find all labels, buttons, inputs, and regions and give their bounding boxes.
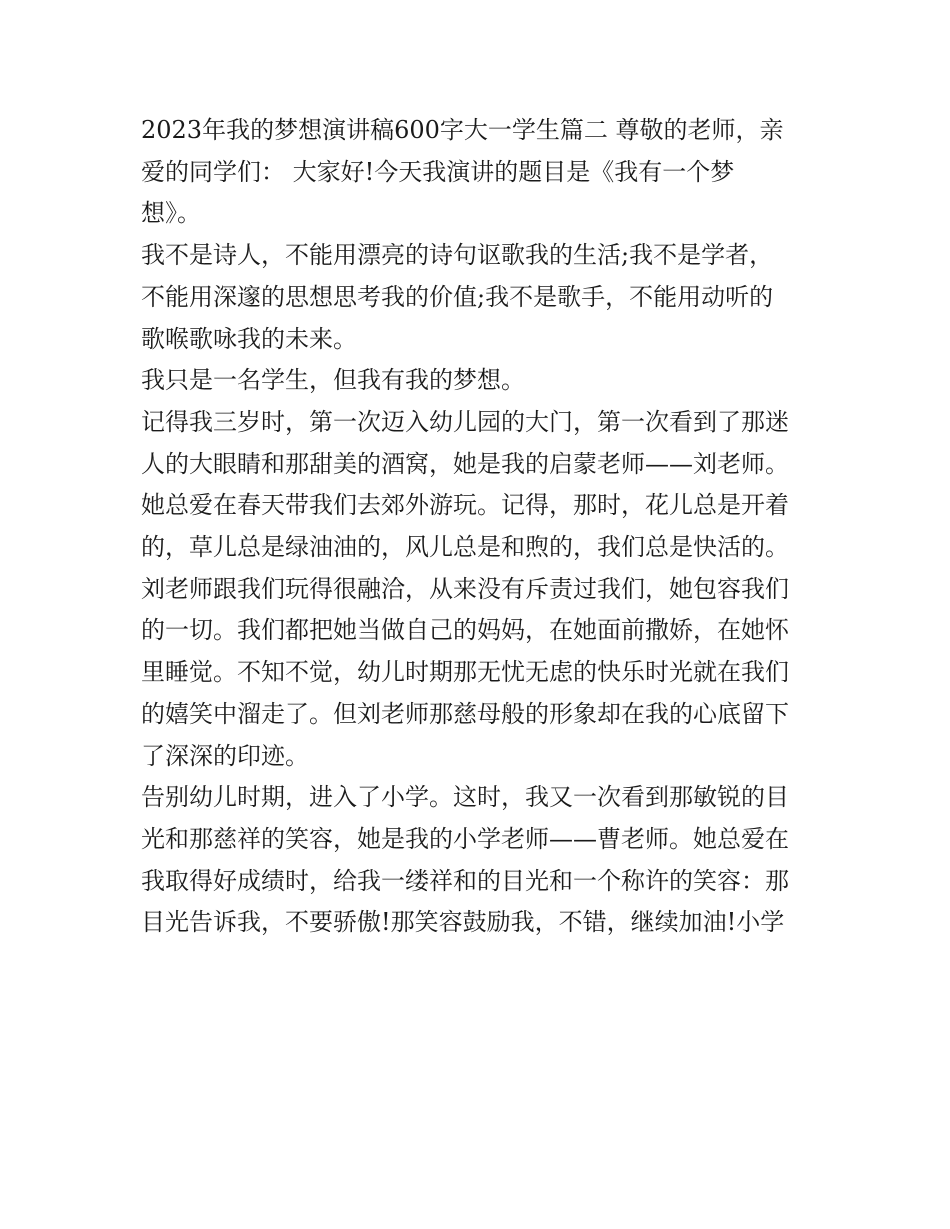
document-body — [141, 110, 813, 944]
text-line: 光和那慈祥的笑容，她是我的小学老师——曹老师。她总爱在 — [141, 824, 789, 853]
text-line: 的嬉笑中溜走了。但刘老师那慈母般的形象却在我的心底留下 — [141, 699, 789, 728]
text-line: 歌喉歌咏我的未来。 — [141, 324, 357, 353]
text-line: 记得我三岁时，第一次迈入幼儿园的大门，第一次看到了那迷 — [141, 407, 789, 436]
text-line: 想》。 — [141, 199, 201, 228]
text-line: 的，草儿总是绿油油的，风儿总是和煦的，我们总是快活的。 — [141, 533, 789, 562]
text-line: 的一切。我们都把她当做自己的妈妈，在她面前撒娇，在她怀 — [141, 616, 789, 645]
text-line: 人的大眼睛和那甜美的酒窝，她是我的启蒙老师——刘老师。 — [141, 449, 789, 478]
text-line: 里睡觉。不知不觉，幼儿时期那无忧无虑的快乐时光就在我们 — [141, 658, 789, 687]
text-line: 爱的同学们： 大家好!今天我演讲的题目是《我有一个梦 — [141, 157, 735, 186]
text-line: 不能用深邃的思想思考我的价值;我不是歌手，不能用动听的 — [141, 282, 774, 311]
text-line: 我不是诗人，不能用漂亮的诗句讴歌我的生活;我不是学者， — [141, 241, 774, 270]
text-line: 我只是一名学生，但我有我的梦想。 — [141, 366, 525, 395]
text-line: 目光告诉我，不要骄傲!那笑容鼓励我，不错，继续加油!小学 — [141, 908, 785, 937]
text-line: 刘老师跟我们玩得很融洽，从来没有斥责过我们，她包容我们 — [141, 574, 789, 603]
text-line: 了深深的印迹。 — [141, 741, 309, 770]
text-line: 我取得好成绩时，给我一缕祥和的目光和一个称许的笑容：那 — [141, 866, 789, 895]
text-line: 2023年我的梦想演讲稿600字大一学生篇二 尊敬的老师，亲 — [141, 116, 784, 144]
text-line: 她总爱在春天带我们去郊外游玩。记得，那时，花儿总是开着 — [141, 491, 789, 520]
text-line: 告别幼儿时期，进入了小学。这时，我又一次看到那敏锐的目 — [141, 783, 789, 812]
